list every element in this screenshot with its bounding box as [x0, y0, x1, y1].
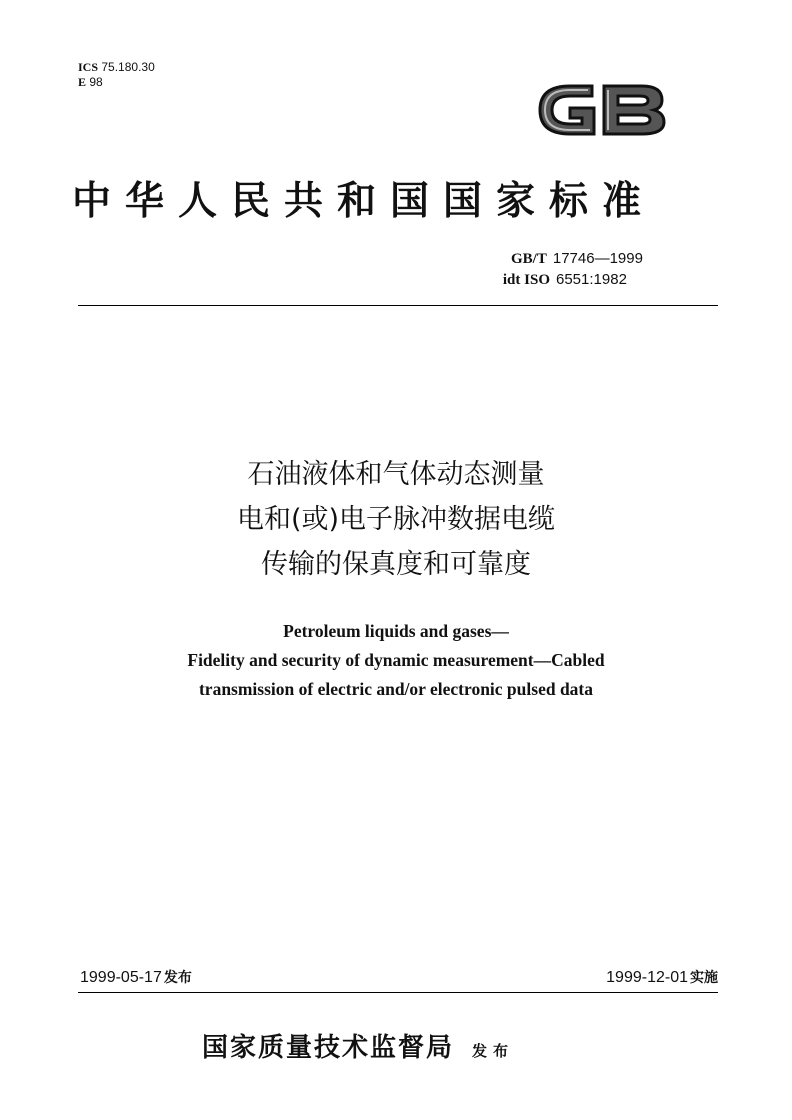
effective-date-value: 1999-12-01 — [606, 969, 688, 986]
issuer-name: 国家质量技术监督局 — [202, 1033, 455, 1063]
effective-label: 实施 — [690, 970, 718, 986]
chinese-title-line: 石油液体和气体动态测量 — [247, 459, 545, 490]
idt-number — [488, 269, 643, 290]
issuer — [202, 1027, 514, 1064]
class-value: 98 — [89, 75, 103, 89]
chinese-title-line: 传输的保真度和可靠度 — [261, 549, 531, 580]
bottom-divider — [78, 992, 718, 993]
issuer-publish-label: 发布 — [472, 1042, 515, 1060]
standard-number — [488, 248, 643, 269]
top-divider — [78, 305, 718, 306]
ics-code — [78, 60, 155, 75]
standard-number-block — [488, 248, 643, 290]
effective-date — [606, 967, 718, 987]
standard-number-label: GB/T — [511, 251, 547, 267]
gb-logo — [530, 72, 672, 148]
english-title-line: transmission of electric and/or electronic pulsed data — [198, 679, 594, 699]
chinese-title — [0, 452, 792, 587]
english-title-line: Fidelity and security of dynamic measurement—Cabled — [187, 650, 605, 670]
classification-codes — [78, 60, 155, 90]
issue-date-value: 1999-05-17 — [80, 969, 162, 986]
class-label: E — [78, 75, 87, 89]
chinese-title-line: 电和(或)电子脉冲数据电缆 — [236, 504, 556, 535]
ics-value: 75.180.30 — [101, 60, 155, 74]
issue-date — [80, 967, 192, 987]
class-code — [78, 75, 155, 90]
ics-label: ICS — [78, 60, 99, 74]
gb-logo-graphic — [530, 72, 672, 148]
idt-value: 6551:1982 — [556, 271, 627, 288]
idt-label: idt ISO — [502, 272, 550, 288]
standard-number-value: 17746—1999 — [552, 250, 643, 267]
national-standard-heading: 中华人民共和国国家标准 — [72, 178, 656, 224]
english-title-line: Petroleum liquids and gases— — [283, 621, 509, 641]
issue-label: 发布 — [163, 970, 192, 986]
english-title — [0, 617, 792, 704]
